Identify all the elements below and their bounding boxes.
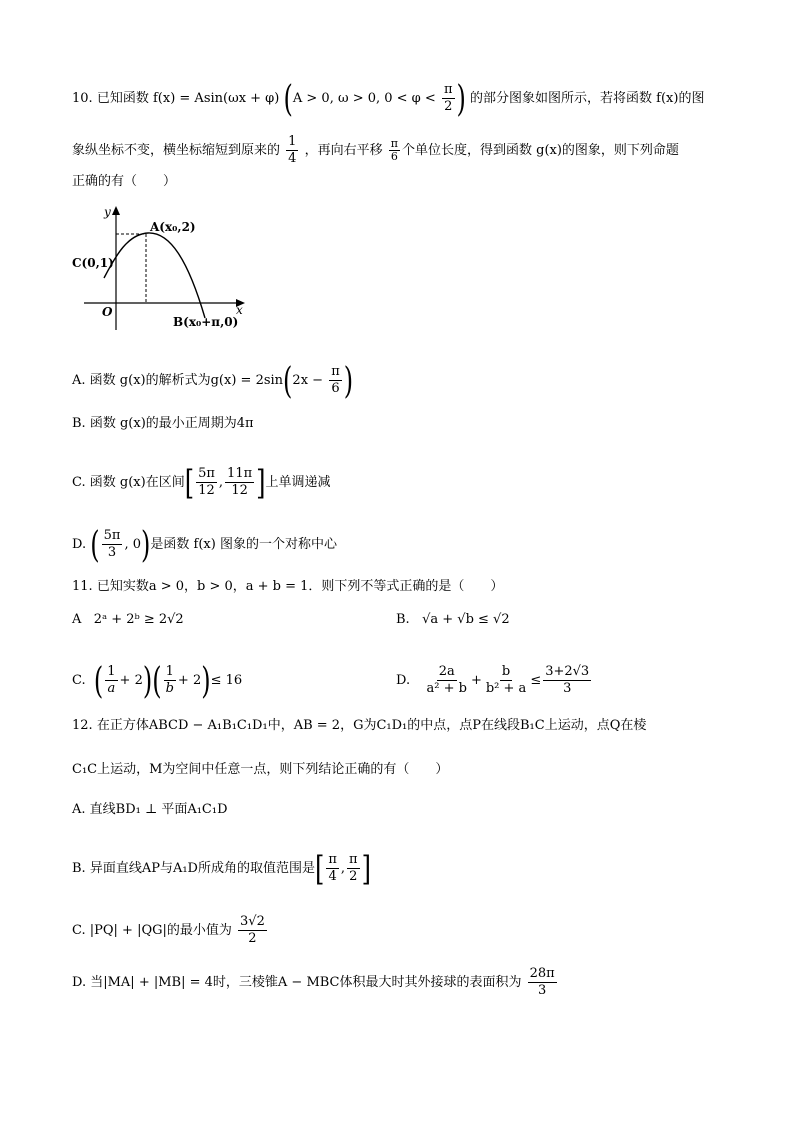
y-arrow: [112, 206, 120, 215]
q12-option-a: A. 直线BD₁ ⊥ 平面A₁C₁D: [72, 802, 228, 817]
q11-number: 11.: [72, 579, 93, 594]
frac-1-a: $\frac{1}{a}$: [107, 664, 116, 696]
sine-curve: [104, 233, 205, 318]
q10-text2: 的部分图象如图所示，若将函数: [470, 91, 653, 106]
paren-open: (: [283, 359, 293, 402]
q10-line3: 正确的有（ ）: [72, 174, 177, 189]
q12-c-text: C. |PQ| + |QG|的最小值为: [72, 923, 232, 938]
x-label: x: [236, 303, 243, 317]
opt-c-gx: g(x): [119, 475, 146, 490]
origin-label: O: [102, 305, 113, 319]
frac-5pi-12: $\frac{5\pi}{12}$: [198, 466, 215, 498]
q10-number: 10.: [72, 91, 93, 106]
opt-c-text: C. 函数: [72, 475, 116, 490]
opt-c-end: 上单调递减: [265, 475, 331, 490]
function-graph: [70, 200, 260, 335]
q10-option-b: [72, 414, 254, 434]
opt-a-eq: g(x) = 2sin: [210, 373, 284, 388]
q10-fx2: f(x): [656, 91, 679, 106]
paren-close: ): [140, 523, 151, 566]
opt-b-end: 的最小正周期为: [145, 416, 237, 431]
q11-b-expr: √a + √b ≤ √2: [422, 612, 510, 627]
q10-text3: 的图: [678, 91, 705, 106]
opt-d-fx: f(x): [193, 537, 216, 552]
q12-line1: [72, 716, 646, 736]
q10-cond: A > 0, ω > 0, 0 < φ <: [292, 91, 436, 106]
q10-option-d: [72, 523, 337, 566]
q11-a-label: A: [72, 612, 82, 627]
opt-a-inner: 2x −: [292, 373, 324, 388]
frac-b: $\frac{b}{\text{b² + a}}$: [485, 664, 527, 696]
opt-b-val: 4π: [236, 416, 254, 431]
opt-a-mid: 的解析式为: [145, 373, 211, 388]
bracket-open: [: [184, 462, 195, 503]
paren-open: (: [90, 523, 100, 566]
paren-close: ): [343, 359, 354, 402]
frac-pi-6: $\frac{\pi}{6}$: [390, 137, 398, 163]
q12-option-c: [72, 914, 269, 947]
q12-option-b: B. 异面直线AP与A₁D所成角的取值范围是[ $\frac{\pi}{4}$ , $\frac{\pi}{2}$ ]: [72, 848, 371, 889]
q10-text: 已知函数: [96, 91, 149, 106]
opt-d-label: D.: [72, 537, 87, 552]
q11-c-label: C.: [72, 673, 86, 688]
opt-d-zero: , 0: [124, 537, 141, 552]
q10-line1: [72, 77, 705, 120]
paren-close: ): [456, 77, 466, 120]
frac-1-b: $\frac{1}{b}$: [165, 664, 174, 696]
q10-line2: [72, 134, 679, 167]
q10-l2-mid: ，再向右平移: [304, 143, 383, 158]
frac-3sqrt2-2: $\frac{3√2}{2}$: [240, 914, 265, 946]
bracket-close: ]: [256, 462, 266, 503]
q12-d-text: D. 当|MA| + |MB| = 4时，三棱锥A − MBC体积最大时其外接球的表面积为: [72, 975, 522, 990]
q11-d-label: D.: [396, 673, 411, 688]
q12-b-text: B. 异面直线AP与A₁D所成角的取值范围是: [72, 861, 315, 876]
q11-stem-text: 已知实数a > 0，b > 0，a + b = 1．则下列不等式正确的是（ ）: [96, 579, 504, 594]
paren-open: (: [283, 77, 293, 120]
opt-b-gx: g(x): [119, 416, 146, 431]
frac-pi-4: $\frac{\pi}{4}$: [328, 852, 337, 884]
frac-11pi-12: $\frac{11\pi}{12}$: [227, 466, 253, 498]
point-a-label: A(x₀,2): [150, 220, 196, 234]
frac-pi-2: $\frac{\pi}{2}$: [443, 82, 453, 114]
q11-option-d: D. $\frac{2a}{\text{a² + b}}$ + $\frac{b}{\text{b² + a}}$ ≤ $\frac{3+2√3}{3}$: [396, 664, 590, 696]
q10-gx: g(x): [536, 143, 562, 158]
q11-c-end: ≤ 16: [210, 673, 243, 688]
frac-2a: $\frac{2a}{\text{a² + b}}$: [426, 664, 467, 696]
q10-option-c: C. 函数 g(x)在区间[ $\frac{5\pi}{12}$ , $\frac{11\pi}{12}$ ]上单调递减: [72, 462, 331, 503]
q12-line1-text: 在正方体ABCD − A₁B₁C₁D₁中，AB = 2，G为C₁D₁的中点，点P在线段B₁C上运动，点Q在棱: [96, 718, 647, 733]
frac-1-4: $\frac{1}{4}$: [288, 134, 297, 166]
frac-pi-6-a: $\frac{\pi}{6}$: [331, 364, 340, 396]
q10-option-a: [72, 359, 354, 402]
point-c-label: C(0,1): [72, 256, 114, 270]
q11-a-expr: 2ᵃ + 2ᵇ ≥ 2√2: [93, 612, 184, 627]
q12-line2: C₁C上运动，M为空间中任意一点，则下列结论正确的有（ ）: [72, 762, 449, 777]
opt-a-gx: g(x): [119, 373, 146, 388]
q11-option-b: [396, 610, 510, 630]
opt-d-end: 图象的一个对称中心: [219, 537, 337, 552]
q10-l2-mid2: 个单位长度，得到函数: [401, 143, 532, 158]
opt-a-text: A. 函数: [72, 373, 116, 388]
frac-28pi-3: $\frac{28\pi}{3}$: [529, 966, 555, 998]
q11-b-label: B.: [396, 612, 410, 627]
q11-option-c: C. ( $\frac{1}{a}$ + 2)( $\frac{1}{b}$ + 2)≤ 16: [72, 659, 243, 702]
q12-number: 12.: [72, 718, 93, 733]
q10-fx: f(x) = Asin(ωx + φ): [152, 91, 280, 106]
frac-5pi-3: $\frac{5\pi}{3}$: [103, 528, 121, 560]
q10-l2-end: 的图象，则下列命题: [561, 143, 679, 158]
opt-d-mid: 是函数: [150, 537, 190, 552]
point-b-label: B(x₀+π,0): [173, 315, 239, 329]
opt-c-mid: 在区间: [145, 475, 185, 490]
frac-pi-2-b: $\frac{\pi}{2}$: [349, 852, 358, 884]
q11-stem: [72, 577, 503, 597]
frac-3-2sqrt3: $\frac{3+2√3}{3}$: [545, 664, 590, 696]
q10-l2-text: 象纵坐标不变，横坐标缩短到原来的: [72, 143, 281, 158]
opt-b-text: B. 函数: [72, 416, 116, 431]
q11-option-a: [72, 610, 184, 630]
q12-option-d: [72, 966, 559, 999]
y-label: y: [104, 205, 111, 219]
